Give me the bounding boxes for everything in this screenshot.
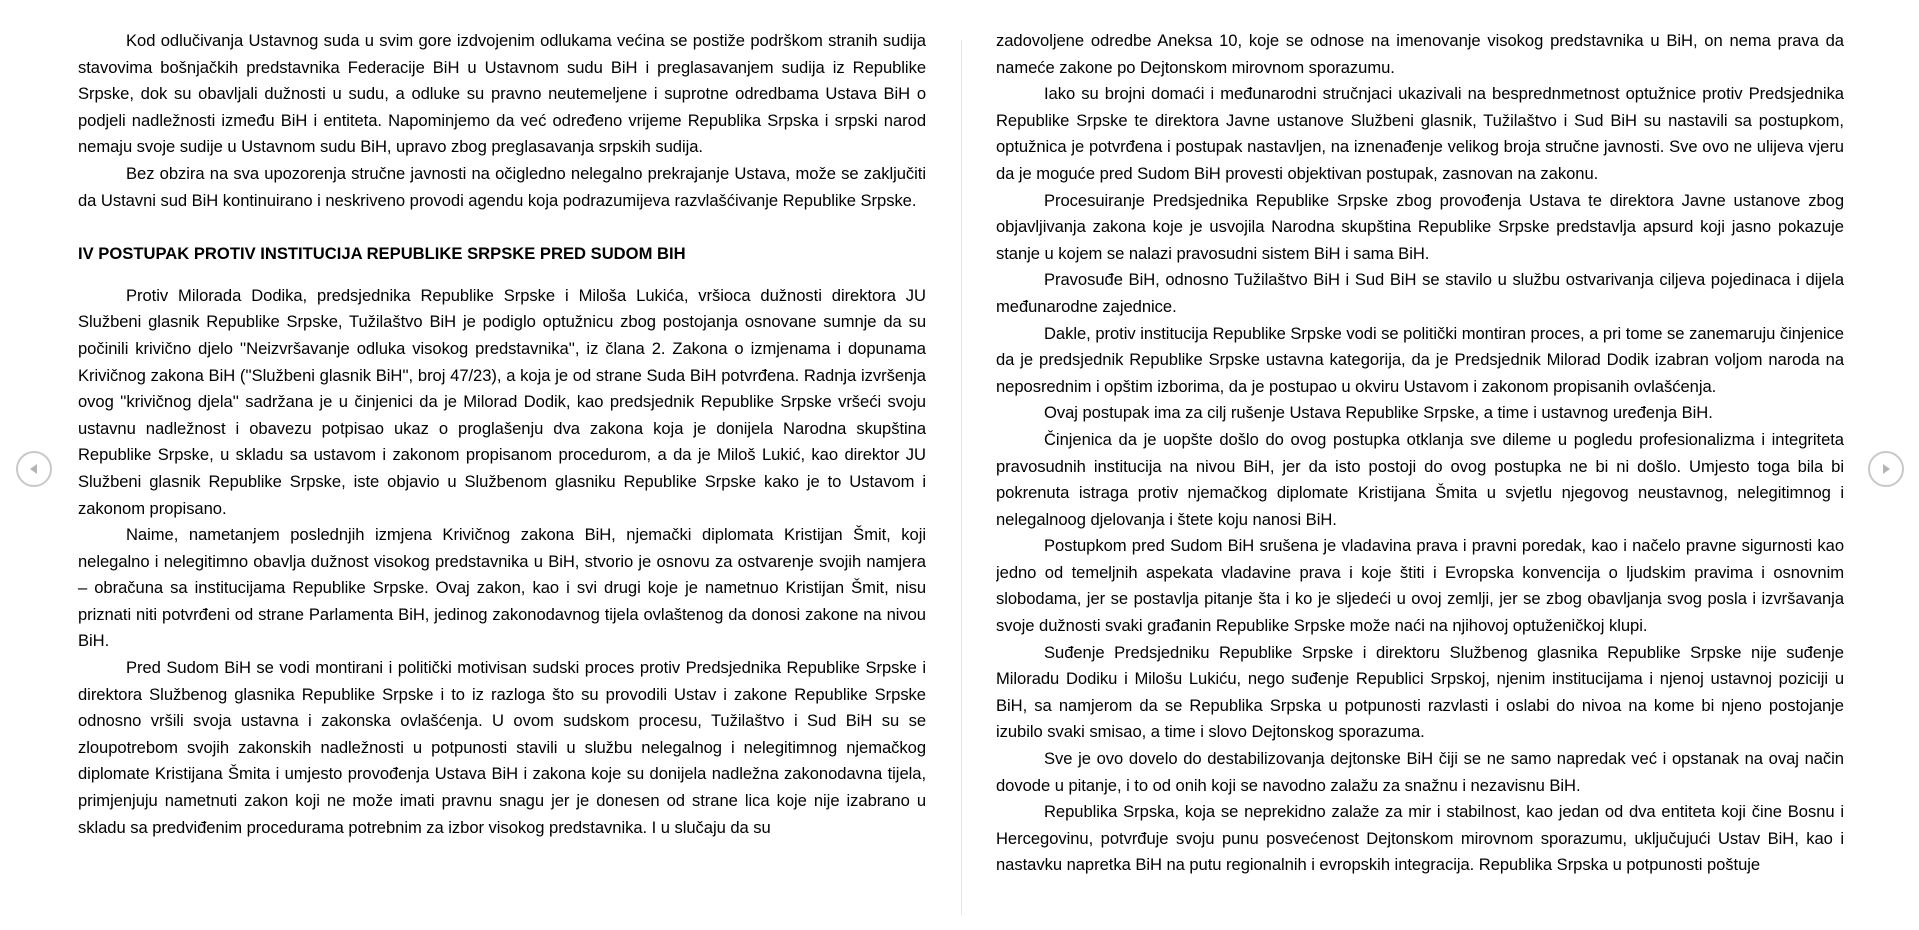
- paragraph: Pravosuđe BiH, odnosno Tužilaštvo BiH i Sud BiH se stavilo u službu ostvarivanja ciljeva pojedinaca i dijela međunarodne zajednice.: [996, 270, 1844, 316]
- paragraph: Naime, nametanjem poslednjih izmjena Krivičnog zakona BiH, njemački diplomata Kristijan Šmit, koji nelegalno i nelegitimno obavlja dužnost visokog predstavnika u BiH, stvorio je osnovu za ostvarenje svojih namjera – obračuna sa institucijama Republike Srpske. Ovaj zakon, kao i svi drugi koje je nametnuo Kristijan Šmit, nisu priznati niti potvrđeni od strane Parlamenta BiH, jedinog zakonodavnog tijela ovlaštenog da donosi zakone na nivou BiH.: [78, 525, 926, 651]
- paragraph: Pred Sudom BiH se vodi montirani i politički motivisan sudski proces protiv Predsjednika Republike Srpske i direktora Službenog glasnika Republike Srpske i to iz razloga što su provodili Ustav i zakone Republike Srpske odnosno vršili svoja ustavna i zakonska ovlašćenja. U ovom sudskom procesu, Tužilaštvo i Sud BiH su se zloupotrebom svojih zakonskih nadležnosti u potpunosti stavili u službu nelegalnog i nelegitimnog njemačkog diplomate Kristijana Šmita i umjesto provođenja Ustava BiH i zakona koje su donijela nadležna zakonodavna tijela, primjenjuju nametnuti zakon koji ne može imati pravnu snagu jer je donesen od strane lica koje nije izabrano u skladu sa predviđenim procedurama potrebnim za izbor visokog predstavnika. I u slučaju da su: [78, 658, 926, 837]
- paragraph: Republika Srpska, koja se neprekidno zalaže za mir i stabilnost, kao jedan od dva entiteta koji čine Bosnu i Hercegovinu, potvrđuje svoju punu posvećenost Dejtonskom mirovnom sporazumu, uključujući Ustav BiH, kao i nastavku napretka BiH na putu regionalnih i evropskih integracija. Republika Srpska u potpunosti poštuje: [996, 802, 1844, 875]
- paragraph: Procesuiranje Predsjednika Republike Srpske zbog provođenja Ustava te direktora Javne ustanove zbog objavljivanja zakona koje je usvojila Narodna skupština Republike Srpske predstavlja apsurd koji jasno pokazuje stanje u kojem se nalazi pravosudni sistem BiH i sama BiH.: [996, 190, 1844, 263]
- section-heading: IV POSTUPAK PROTIV INSTITUCIJA REPUBLIKE SRPSKE PRED SUDOM BIH: [78, 244, 686, 264]
- left-page: [78, 28, 926, 923]
- spacer: [78, 268, 926, 283]
- paragraph: Postupkom pred Sudom BiH srušena je vladavina prava i pravni poredak, kao i načelo pravne sigurnosti kao jedno od temeljnih aspekata vladavine prava i koje štiti i Evropska konvencija o ljudskim pravima i osnovnim slobodama, jer se postavlja pitanje šta i ko je sljedeći u ovoj zemlji, jer se zbog obavljanja svog posla i izvršavanja svoje dužnosti svaki građanin Republike Srpske može naći na njihovoj optuženičkoj klupi.: [996, 536, 1844, 636]
- paragraph: Dakle, protiv institucija Republike Srpske vodi se politički montiran proces, a pri tome se zanemaruju činjenice da je predsjednik Republike Srpske ustavna kategorija, da je Predsjednik Milorad Dodik izabran voljom naroda na neposrednim i opštim izborima, da je postupao u okviru Ustavom i zakonom propisanih ovlašćenja.: [996, 323, 1844, 396]
- next-page-button[interactable]: [1868, 451, 1904, 487]
- paragraph: Sve je ovo dovelo do destabilizovanja dejtonske BiH čiji se ne samo napredak već i opstanak na ovaj način dovode u pitanje, i to od onih koji se navodno zalažu za snažnu i nezavisnu BiH.: [996, 749, 1844, 795]
- page-divider: [961, 40, 962, 915]
- right-page: [996, 28, 1844, 923]
- spacer: [78, 214, 926, 241]
- paragraph: Ovaj postupak ima za cilj rušenje Ustava Republike Srpske, a time i ustavnog uređenja BiH.: [1044, 403, 1713, 423]
- paragraph: Kod odlučivanja Ustavnog suda u svim gore izdvojenim odlukama većina se postiže podrškom stranih sudija stavovima bošnjačkih predstavnika Federacije BiH u Ustavnom sudu BiH i preglasavanjem sudija iz Republike Srpske, dok su obavljali dužnosti u sudu, a odluke su pravno neutemeljene i suprotne odredbama Ustava BiH o podjeli nadležnosti između BiH i entiteta. Napominjemo da već određeno vrijeme Republika Srpska i srpski narod nemaju svoje sudije u Ustavnom sudu BiH, upravo zbog preglasavanja srpskih sudija.: [78, 31, 926, 157]
- paragraph: Činjenica da je uopšte došlo do ovog postupka otklanja sve dileme u pogledu profesionalizma i integriteta pravosudnih institucija na nivou BiH, jer da isto postoji do ovog postupka ne bi ni došlo. Umjesto toga bila bi pokrenuta istraga protiv njemačkog diplomate Kristijana Šmita u svjetlu njegovog neustavnog, nelegitimnog i nelegalnoog djelovanja i štete koju nanosi BiH.: [996, 429, 1844, 529]
- chevron-right-icon: [1878, 461, 1894, 477]
- chevron-left-icon: [26, 461, 42, 477]
- previous-page-button[interactable]: [16, 451, 52, 487]
- paragraph-continuation: zadovoljene odredbe Aneksa 10, koje se odnose na imenovanje visokog predstavnika u BiH, on nema prava da nameće zakone po Dejtonskom mirovnom sporazumu.: [996, 31, 1844, 77]
- paragraph: Suđenje Predsjedniku Republike Srpske i direktoru Službenog glasnika Republike Srpske nije suđenje Miloradu Dodiku i Milošu Lukiću, nego suđenje Republici Srpskoj, njenim institucijama i njenoj ustavnoj poziciji u BiH, sa namjerom da se Republika Srpska u potpunosti razvlasti i oslabi do nivoa na kome bi njeno postojanje izubilo svaki smisao, a time i slovo Dejtonskog sporazuma.: [996, 642, 1844, 742]
- paragraph: Bez obzira na sva upozorenja stručne javnosti na očigledno nelegalno prekrajanje Ustava, može se zaključiti da Ustavni sud BiH kontinuirano i neskriveno provodi agendu koja podrazumijeva razvlašćivanje Republike Srpske.: [78, 163, 926, 210]
- paragraph: Protiv Milorada Dodika, predsjednika Republike Srpske i Miloša Lukića, vršioca dužnosti direktora JU Službeni glasnik Republike Srpske, Tužilaštvo BiH je podiglo optužnicu zbog postojanja osnovane sumnje da su počinili krivično djelo ''Neizvršavanje odluka visokog predstavnika'', iz člana 2. Zakona o izmjenama i dopunama Krivičnog zakona BiH (''Službeni glasnik BiH'', broj 47/23), a koja je od strane Suda BiH potvrđena. Radnja izvršenja ovog ''krivičnog djela'' sadržana je u činjenici da je Milorad Dodik, kao predsjednik Republike Srpske vršeći svoju ustavnu nadležnost i obavezu potpisao ukaz o proglašenju dva zakona koja je donijela Narodna skupština Republike Srpske, u skladu sa ustavom i zakonom propisanom procedurom, a da je Miloš Lukić, kao direktor JU Službeni glasnik Republike Srpske, iste objavio u Službenom glasniku Republike Srpske kako je to Ustavom i zakonom propisano.: [78, 285, 926, 518]
- paragraph: Iako su brojni domaći i međunarodni stručnjaci ukazivali na besprednmetnost optužnice protiv Predsjednika Republike Srpske te direktora Javne ustanove Službeni glasnik, Tužilaštvo i Sud BiH su nastavili sa postupkom, optužnica je potvrđena i postupak nastavljen, na iznenađenje velikog broja stručne javnosti. Sve ovo ne ulijeva vjeru da je moguće pred Sudom BiH provesti objektivan postupak, zasnovan na zakonu.: [996, 84, 1844, 183]
